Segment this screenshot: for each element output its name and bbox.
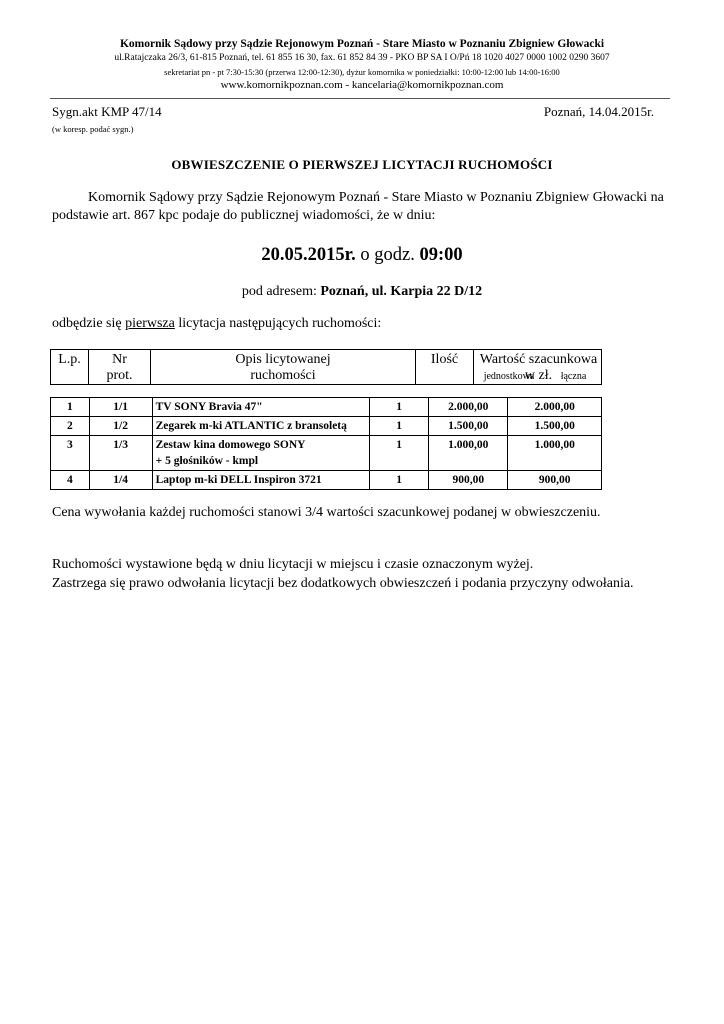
bailiff-name-header: Komornik Sądowy przy Sądzie Rejonowym Poznań - Stare Miasto w Poznaniu Zbigniew Głowacki — [119, 38, 605, 50]
row-description-line1: Zestaw kina domowego SONY — [155, 439, 306, 451]
place-date: Poznań, 14.04.2015r. — [543, 104, 654, 119]
row-nr: 1/2 — [89, 417, 152, 436]
items-table-header — [50, 349, 602, 385]
office-hours-header: sekretariat pn - pt 7:30-15:30 (przerwa 12:00-12:30), dyżur komornika w poniedziałki: 10:00-12:00 lub 14:00-16:00 — [164, 67, 560, 77]
row-quantity: 1 — [370, 436, 429, 471]
row-unit-value: 1.000,00 — [429, 436, 508, 471]
row-total-value: 2.000,00 — [508, 398, 602, 417]
header-nr — [89, 350, 151, 384]
header-divider — [50, 98, 670, 99]
auction-address — [0, 284, 724, 300]
items-table — [50, 397, 602, 490]
row-unit-value: 1.500,00 — [429, 417, 508, 436]
row-description: TV SONY Bravia 47" — [152, 398, 370, 417]
intro-paragraph — [52, 189, 692, 225]
row-description: Zegarek m-ki ATLANTIC z bransoletą — [152, 417, 370, 436]
items-intro-underlined: pierwsza — [125, 316, 175, 331]
header-nr-line2: prot. — [106, 368, 133, 383]
bailiff-address-header: ul.Ratajczaka 26/3, 61-815 Poznań, tel. 61 855 16 30, fax. 61 852 84 39 - PKO BP SA I O/Pń 18 1020 4027 0000 1002 0290 3607 — [114, 53, 610, 63]
row-description: Laptop m-ki DELL Inspiron 3721 — [152, 471, 370, 490]
row-total-value: 1.000,00 — [508, 436, 602, 471]
website-email-header: www.komornikpoznan.com - kancelaria@komornikpoznan.com — [220, 79, 504, 91]
display-note: Ruchomości wystawione będą w dniu licytacji w miejscu i czasie oznaczonym wyżej. — [52, 557, 534, 572]
row-unit-value: 2.000,00 — [429, 398, 508, 417]
auction-date: 20.05.2015r. — [261, 245, 356, 265]
intro-paragraph-text: Komornik Sądowy przy Sądzie Rejonowym Poznań - Stare Miasto w Poznaniu Zbigniew Głowacki na podstawie art. 867 kpc podaje do publicznej wiadomości, że w dniu: — [52, 190, 664, 223]
table-row — [51, 436, 602, 471]
case-signature: Sygn.akt KMP 47/14 — [52, 104, 162, 119]
items-intro-after: licytacja następujących ruchomości: — [174, 316, 382, 331]
row-lp: 2 — [51, 417, 90, 436]
address-prefix: pod adresem: — [241, 284, 321, 299]
row-unit-value: 900,00 — [429, 471, 508, 490]
header-value — [474, 350, 603, 384]
header-quantity-label: Ilość — [430, 352, 459, 367]
row-quantity: 1 — [370, 398, 429, 417]
row-lp: 3 — [51, 436, 90, 471]
correspondence-note: (w koresp. podać sygn.) — [52, 124, 134, 134]
row-quantity: 1 — [370, 471, 429, 490]
header-total-value: łączna — [560, 371, 587, 382]
header-quantity — [416, 350, 474, 384]
address-value: Poznań, ul. Karpia 22 D/12 — [320, 284, 483, 299]
header-nr-line1: Nr — [112, 352, 127, 367]
price-note: Cena wywołania każdej ruchomości stanowi 3/4 wartości szacunkowej podanej w obwieszczeniu. — [52, 505, 601, 520]
items-intro-before: odbędzie się — [52, 316, 126, 331]
auction-time-prefix: o godz. — [355, 245, 420, 265]
row-description — [152, 436, 370, 471]
row-nr: 1/3 — [89, 436, 152, 471]
auction-datetime — [0, 245, 724, 266]
header-lp-label: L.p. — [58, 352, 81, 367]
table-row — [51, 417, 602, 436]
row-nr: 1/4 — [89, 471, 152, 490]
row-total-value: 900,00 — [508, 471, 602, 490]
row-nr: 1/1 — [89, 398, 152, 417]
items-intro — [52, 316, 381, 332]
header-value-label: Wartość szacunkowa w zł. — [479, 352, 598, 383]
row-lp: 4 — [51, 471, 90, 490]
header-description-line1: Opis licytowanej — [235, 352, 331, 367]
row-quantity: 1 — [370, 417, 429, 436]
row-lp: 1 — [51, 398, 90, 417]
row-total-value: 1.500,00 — [508, 417, 602, 436]
row-description-line2: + 5 głośników - kmpl — [155, 455, 259, 467]
header-description-line2: ruchomości — [250, 368, 316, 383]
header-description — [151, 350, 416, 384]
document-title: OBWIESZCZENIE O PIERWSZEJ LICYTACJI RUCHOMOŚCI — [171, 157, 553, 172]
table-row — [51, 471, 602, 490]
auction-time: 09:00 — [419, 245, 463, 265]
table-row — [51, 398, 602, 417]
reservation-note: Zastrzega się prawo odwołania licytacji bez dodatkowych obwieszczeń i podania przyczyny odwołania. — [52, 576, 634, 591]
header-lp — [51, 350, 89, 384]
header-unit-value: jednostkowa — [483, 371, 535, 382]
